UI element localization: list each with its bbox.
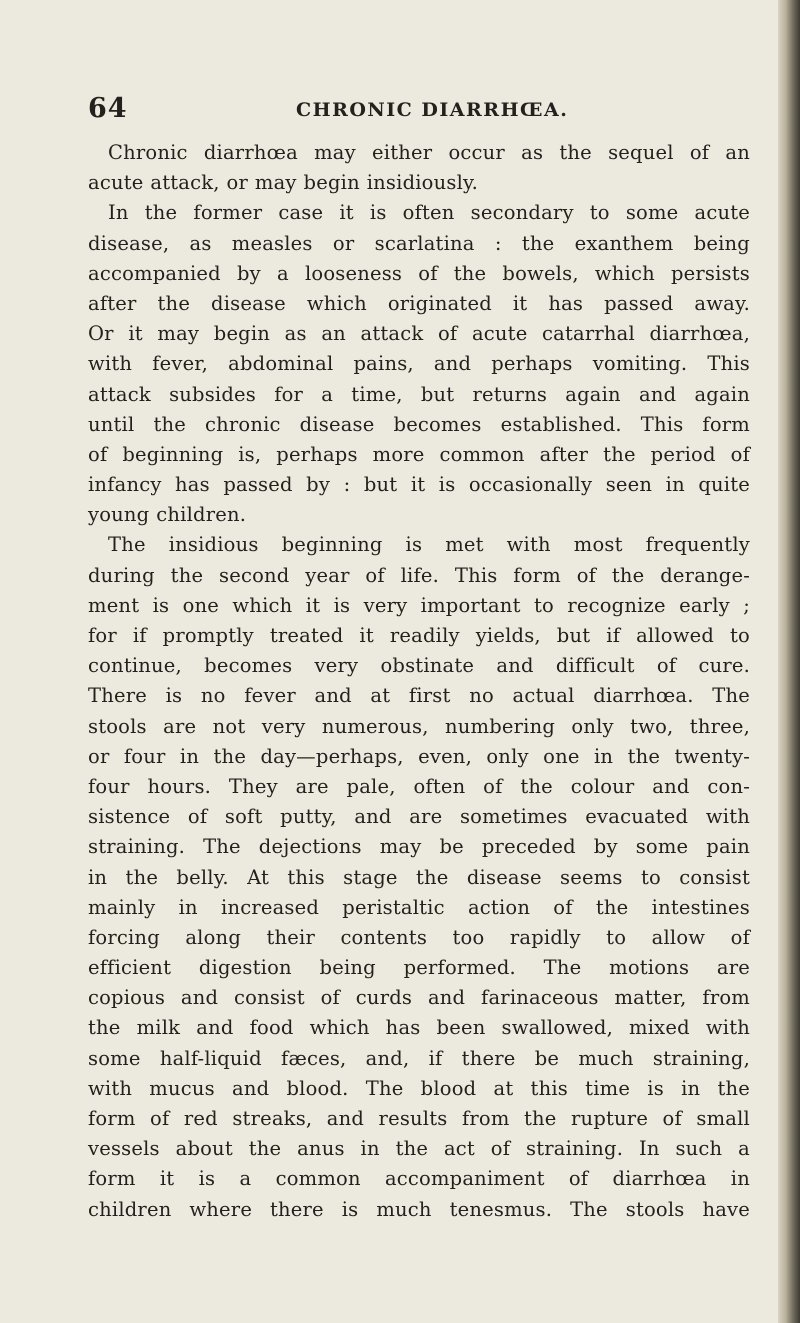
text-line: form it is a common accompaniment of diarrhœa in	[88, 1167, 750, 1191]
text-line: forcing along their contents too rapidly to allow of	[88, 925, 750, 949]
text-line: for if promptly treated it readily yields, but if allowed to	[88, 624, 750, 647]
text-line: straining. The dejections may be preceded by some pain	[88, 835, 750, 859]
text-line: after the disease which originated it has passed away.	[88, 291, 750, 315]
text-line: copious and consist of curds and farinaceous matter, from	[88, 986, 750, 1010]
text-line: during the second year of life. This form of the derange-	[88, 563, 750, 587]
text-line: mainly in increased peristaltic action of the intestines	[88, 895, 750, 919]
text-line: efficient digestion being performed. The motions are	[88, 956, 750, 980]
text-line: with mucus and blood. The blood at this time is in the	[88, 1076, 750, 1100]
text-line: disease, as measles or scarlatina : the exanthem being	[88, 231, 750, 255]
text-line: stools are not very numerous, numbering only two, three,	[88, 714, 750, 738]
text-line: In the former case it is often secondary to some acute	[108, 201, 750, 225]
text-line: accompanied by a looseness of the bowels, which persists	[88, 261, 750, 285]
text-line: or four in the day—perhaps, even, only one in the twenty-	[88, 744, 750, 768]
text-line: There is no fever and at first no actual diarrhœa. The	[88, 684, 750, 708]
text-line: until the chronic disease becomes established. This form	[88, 412, 750, 436]
text-line: four hours. They are pale, often of the colour and con-	[88, 774, 750, 798]
text-line: The insidious beginning is met with most frequently	[108, 533, 750, 557]
text-line: acute attack, or may begin insidiously.	[88, 171, 479, 195]
text-line: sistence of soft putty, and are sometimes evacuated with	[88, 805, 750, 829]
text-line: form of red streaks, and results from the rupture of small	[88, 1107, 750, 1130]
running-title: CHRONIC DIARRHŒA.	[296, 99, 569, 121]
text-line: Chronic diarrhœa may either occur as the sequel of an	[108, 141, 750, 164]
text-line: children where there is much tenesmus. The stools have	[88, 1197, 750, 1221]
text-line: young children.	[88, 503, 247, 527]
text-line: in the belly. At this stage the disease seems to consist	[88, 865, 750, 889]
text-line: attack subsides for a time, but returns again and again	[88, 382, 750, 406]
page-binding-shadow	[778, 0, 800, 1323]
text-line: ment is one which it is very important to recognize early ;	[88, 593, 750, 617]
body-text	[88, 138, 750, 1225]
text-line: infancy has passed by : but it is occasionally seen in quite	[88, 473, 750, 497]
text-line: Or it may begin as an attack of acute catarrhal diarrhœa,	[88, 322, 750, 346]
running-head	[88, 92, 748, 126]
text-line: with fever, abdominal pains, and perhaps vomiting. This	[88, 352, 750, 376]
text-line: some half-liquid fæces, and, if there be much straining,	[88, 1046, 750, 1070]
text-line: continue, becomes very obstinate and difficult of cure.	[88, 654, 750, 678]
text-line: of beginning is, perhaps more common after the period of	[88, 442, 750, 466]
page-number: 64	[88, 93, 128, 124]
text-line: vessels about the anus in the act of straining. In such a	[88, 1137, 750, 1161]
text-line: the milk and food which has been swallowed, mixed with	[88, 1016, 750, 1040]
